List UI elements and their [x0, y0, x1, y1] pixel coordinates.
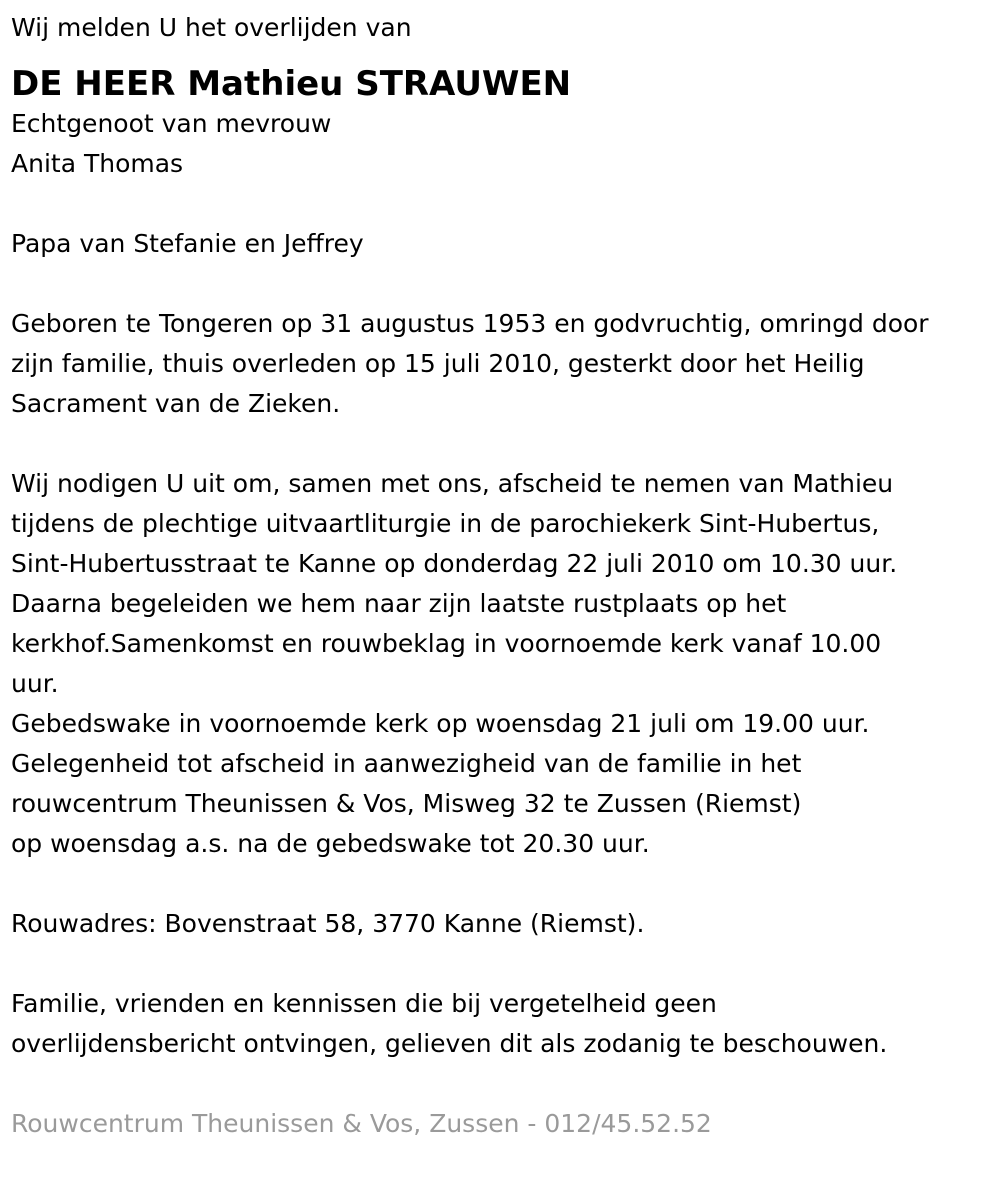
spacer [11, 184, 1000, 224]
spouse-line-2: Anita Thomas [11, 149, 184, 178]
paragraph-line: Familie, vrienden en kennissen die bij vergetelheid geen [11, 989, 717, 1018]
birth-death-paragraph [11, 304, 1000, 424]
notice-paragraph [11, 984, 1000, 1064]
deceased-name: DE HEER Mathieu STRAUWEN [11, 64, 572, 104]
spacer [11, 424, 1000, 464]
paragraph-line: rouwcentrum Theunissen & Vos, Misweg 32 te Zussen (Riemst) [11, 789, 802, 818]
spacer [11, 1064, 1000, 1104]
paragraph-line: kerkhof.Samenkomst en rouwbeklag in voornoemde kerk vanaf 10.00 [11, 629, 882, 658]
paragraph-line: Sint-Hubertusstraat te Kanne op donderdag 22 juli 2010 om 10.30 uur. [11, 549, 898, 578]
paragraph-line: Gelegenheid tot afscheid in aanwezigheid van de familie in het [11, 749, 802, 778]
paragraph-line: overlijdensbericht ontvingen, gelieven dit als zodanig te beschouwen. [11, 1029, 888, 1058]
paragraph-line: Sacrament van de Zieken. [11, 389, 341, 418]
paragraph-line: zijn familie, thuis overleden op 15 juli 2010, gesterkt door het Heilig [11, 349, 865, 378]
paragraph-line: Geboren te Tongeren op 31 augustus 1953 en godvruchtig, omringd door [11, 309, 929, 338]
mourning-address: Rouwadres: Bovenstraat 58, 3770 Kanne (Riemst). [11, 909, 645, 938]
funeral-home-footer: Rouwcentrum Theunissen & Vos, Zussen - 012/45.52.52 [11, 1109, 712, 1138]
paragraph-line: op woensdag a.s. na de gebedswake tot 20.30 uur. [11, 829, 650, 858]
paragraph-line: uur. [11, 669, 59, 698]
funeral-paragraph [11, 464, 1000, 864]
spouse-line-1: Echtgenoot van mevrouw [11, 109, 332, 138]
children-text: Papa van Stefanie en Jeffrey [11, 229, 364, 258]
paragraph-line: Gebedswake in voornoemde kerk op woensdag 21 juli om 19.00 uur. [11, 709, 870, 738]
paragraph-line: Wij nodigen U uit om, samen met ons, afscheid te nemen van Mathieu [11, 469, 894, 498]
intro-text: Wij melden U het overlijden van [11, 13, 412, 42]
spacer [11, 264, 1000, 304]
spacer [11, 864, 1000, 904]
spacer [11, 944, 1000, 984]
paragraph-line: Daarna begeleiden we hem naar zijn laatste rustplaats op het [11, 589, 787, 618]
paragraph-line: tijdens de plechtige uitvaartliturgie in de parochiekerk Sint-Hubertus, [11, 509, 880, 538]
